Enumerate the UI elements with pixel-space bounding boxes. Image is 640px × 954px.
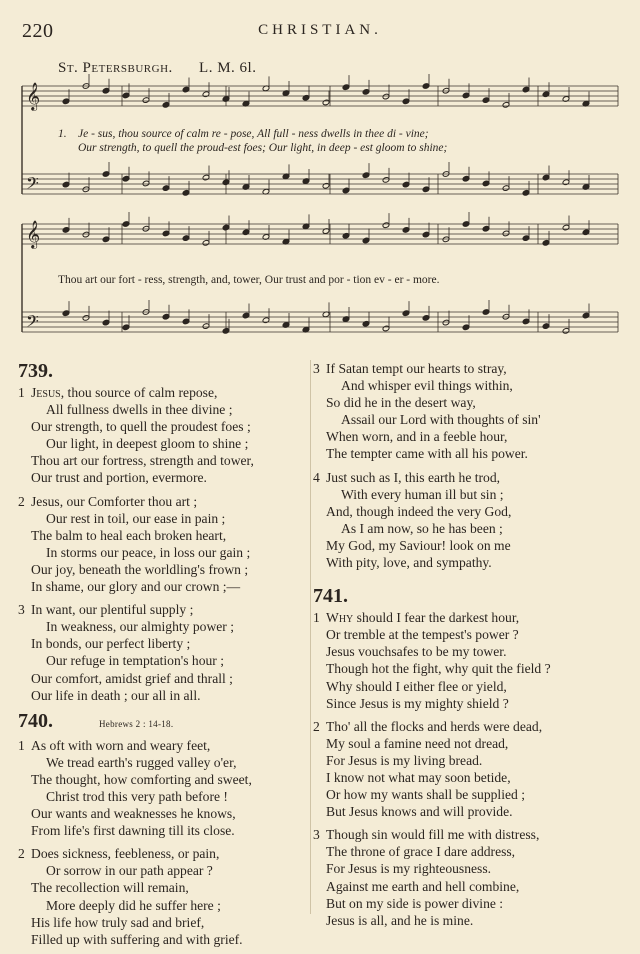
stanza: 2 Jesus, our Comforter thou art ; Our rest in toil, our ease in pain ; The balm to heal each broken heart, In storms our peace, in loss our gain ; Our joy, beneath the worldling's frown ; In shame, our glory and our crown ;—: [18, 493, 251, 595]
stanza: 3 Though sin would fill me with distress, The throne of grace I dare address, For Jesus is my righteousness. Against me earth and hell combine, But on my side is power divine : Jesus is all, and he is mine.: [313, 827, 540, 928]
hymn-number: 741.: [313, 585, 348, 608]
tune-name: St. Petersburgh.: [58, 60, 173, 76]
hymn-number: 740. Hebrews 2 : 14-18.: [18, 709, 174, 732]
stanza: 1 Why should I fear the darkest hour, Or tremble at the tempest's power ? Jesus vouchsafes to be my tower. Though hot the fight, why quit the field ? Why should I either flee or yield, Since Jesus is my mighty shield ?: [313, 610, 551, 711]
treble-clef-icon: 𝄞: [26, 82, 41, 110]
bass-clef-icon: 𝄢: [26, 173, 39, 197]
scripture-reference: Hebrews 2 : 14-18.: [99, 718, 174, 729]
lyric-line-3: Thou art our fort - ress, strength, and, tower, Our trust and por - tion ev - er - more.: [58, 274, 440, 286]
music-score: [18, 74, 622, 344]
page-header: [22, 20, 618, 44]
stanza: 2 Does sickness, feebleness, or pain, Or sorrow in our path appear ? The recollection will remain, More deeply did he suffer here ; His life how truly sad and brief, Filled up with suffering and with grief.: [18, 846, 243, 947]
left-column: [18, 360, 308, 954]
lyric-line-2: Our strength, to quell the proud-est foes; Our light, in deep - est gloom to shine;: [78, 142, 448, 154]
stanza: 1 Jesus, thou source of calm repose, All fullness dwells in thee divine ; Our strength, to quell the proudest foes ; Our light, in deepest gloom to shine ; Thou art our fortress, strength and tower, Our trust and portion, evermore.: [18, 385, 254, 486]
tune-meter: L. M. 6l.: [199, 60, 257, 76]
bass-clef-icon: 𝄢: [26, 311, 39, 335]
music-staves: [18, 74, 622, 344]
column-divider: [310, 360, 311, 914]
verse-marker: 1.: [58, 128, 67, 140]
stanza: 4 Just such as I, this earth he trod, With every human ill but sin ; And, though indeed the very God, As I am now, so he has been ; My God, my Saviour! look on me With pity, love, and sympathy.: [313, 469, 512, 571]
right-column: [313, 360, 619, 935]
stanza: 1 As oft with worn and weary feet, We tread earth's rugged valley o'er, The thought, how comforting and sweet, Christ trod this very path before ! Our wants and weaknesses he knows, From life's first dawning till its close.: [18, 737, 252, 839]
treble-clef-icon: 𝄞: [26, 220, 41, 248]
stanza: 3 In want, our plentiful supply ; In weakness, our almighty power ; In bonds, our perfect liberty ; Our refuge in temptation's hour ; Our comfort, amidst grief and thrall ; Our life in death ; our all in all.: [18, 602, 235, 703]
lyric-line-1: Je - sus, thou source of calm re - pose, All full - ness dwells in thee di - vine;: [78, 128, 429, 140]
running-title: CHRISTIAN.: [258, 22, 382, 38]
stanza: 3 If Satan tempt our hearts to stray, And whisper evil things within, So did he in the desert way, Assail our Lord with thoughts of sin' When worn, and in a feeble hour, The tempter came with all his power.: [313, 361, 541, 462]
hymn-number: 739.: [18, 360, 53, 382]
stanza: 2 Tho' all the flocks and herds were dead, My soul a famine need not dread, For Jesus is my living bread. I know not what may soon betide, Or how my wants shall be supplied ; But Jesus knows and will provide.: [313, 718, 543, 820]
page-number: 220: [22, 20, 54, 42]
